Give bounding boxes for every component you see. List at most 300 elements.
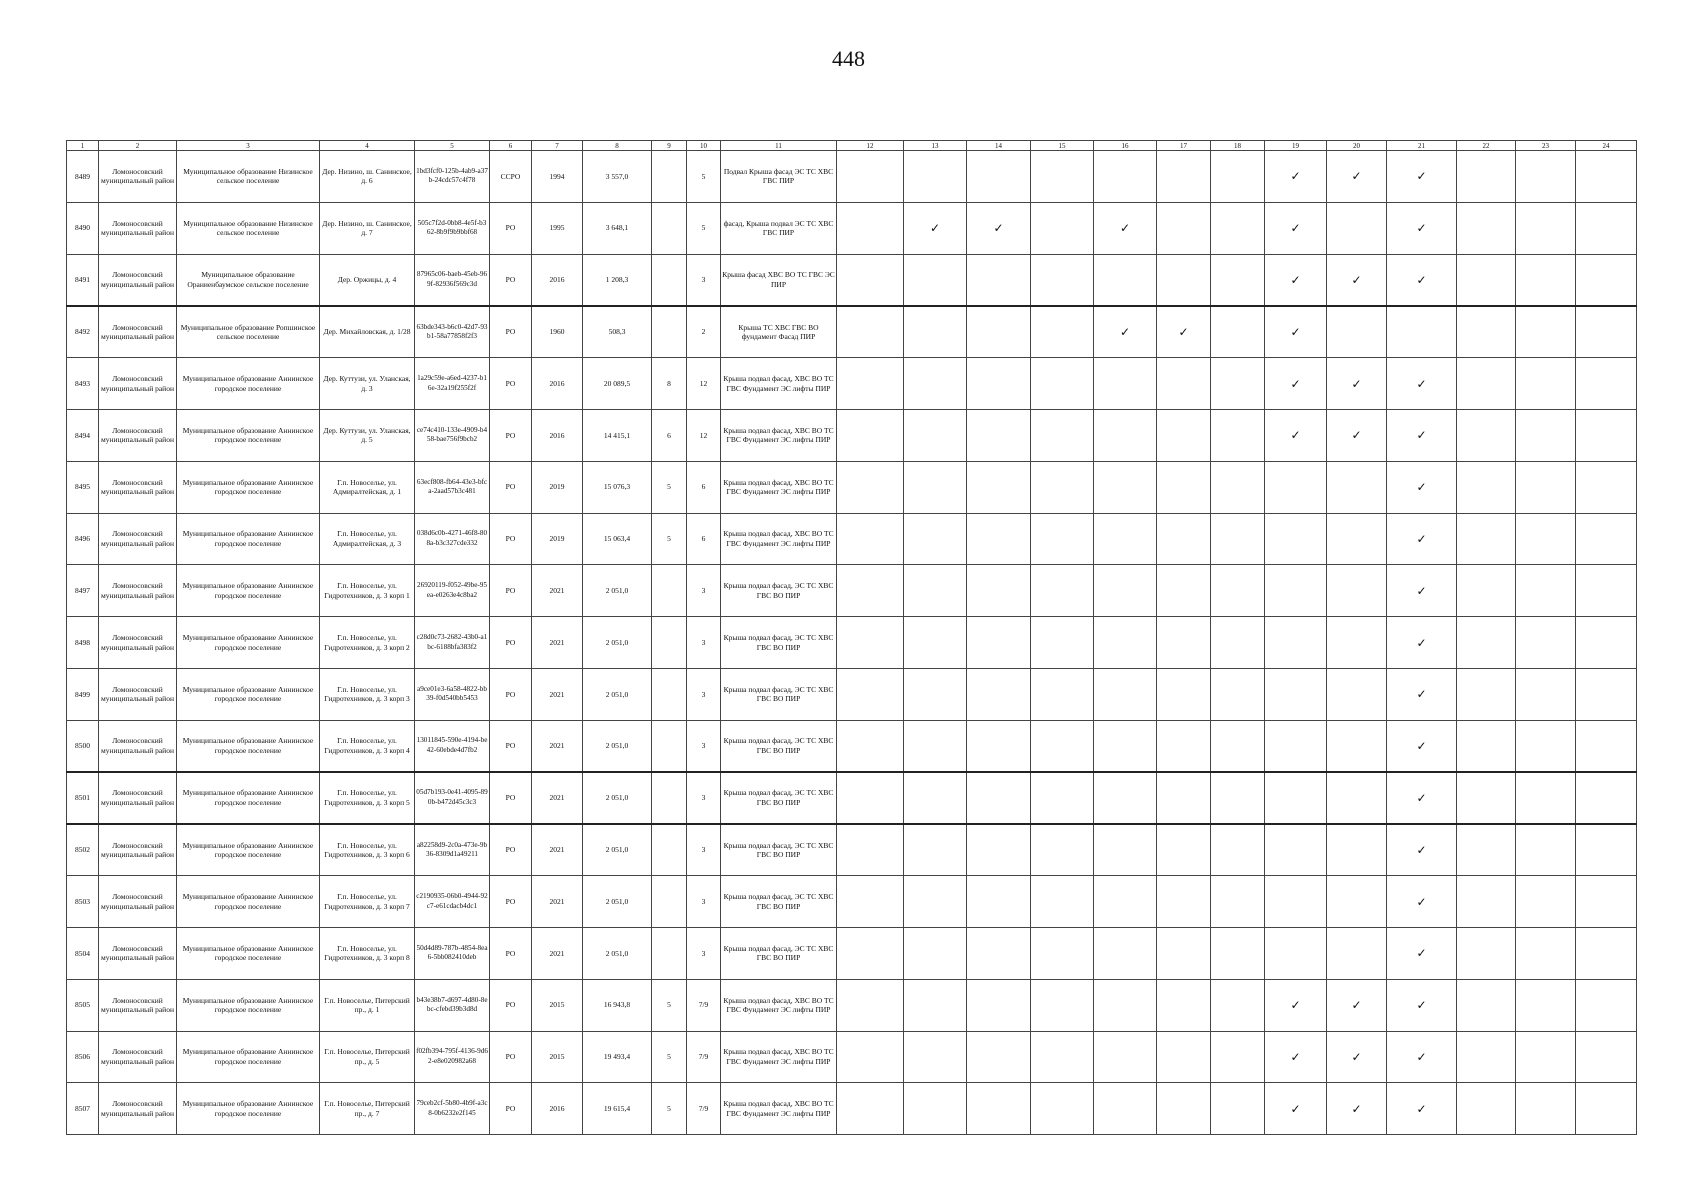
type-cell: РО bbox=[490, 876, 532, 928]
empty-cell bbox=[967, 151, 1031, 203]
column-header: 1 bbox=[67, 141, 99, 151]
col10-cell: 2 bbox=[687, 306, 721, 358]
empty-cell bbox=[1031, 254, 1094, 306]
empty-cell bbox=[1211, 668, 1265, 720]
col9-cell: 8 bbox=[652, 358, 687, 410]
empty-cell bbox=[1516, 668, 1576, 720]
check-mark-icon: ✓ bbox=[1387, 772, 1457, 824]
empty-cell bbox=[1327, 617, 1387, 669]
works-cell: Крыша ТС ХВС ГВС ВО фундамент Фасад ПИР bbox=[721, 306, 837, 358]
empty-cell bbox=[1031, 1031, 1094, 1083]
empty-cell bbox=[1576, 617, 1637, 669]
empty-cell bbox=[1157, 565, 1211, 617]
row-number: 8499 bbox=[67, 668, 99, 720]
works-cell: Подвал Крыша фасад ЭС ТС ХВС ГВС ПИР bbox=[721, 151, 837, 203]
check-mark-icon: ✓ bbox=[1387, 668, 1457, 720]
empty-cell bbox=[967, 617, 1031, 669]
column-header: 7 bbox=[532, 141, 583, 151]
empty-cell bbox=[1094, 358, 1157, 410]
empty-cell bbox=[1457, 876, 1516, 928]
empty-cell bbox=[1211, 979, 1265, 1031]
empty-cell bbox=[1516, 772, 1576, 824]
year-cell: 2019 bbox=[532, 461, 583, 513]
empty-cell bbox=[1516, 565, 1576, 617]
guid-cell: 038d6c0b-4271-46f8-808a-b3c327cde332 bbox=[415, 513, 490, 565]
column-header: 23 bbox=[1516, 141, 1576, 151]
check-mark-icon: ✓ bbox=[1327, 1083, 1387, 1135]
area-cell: 2 051,0 bbox=[583, 668, 652, 720]
row-number: 8496 bbox=[67, 513, 99, 565]
table-row bbox=[67, 979, 1637, 1031]
empty-cell bbox=[1457, 824, 1516, 876]
works-cell: Крыша подвал фасад, ХВС ВО ТС ГВС Фундамент ЭС лифты ПИР bbox=[721, 409, 837, 461]
empty-cell bbox=[1516, 927, 1576, 979]
col10-cell: 5 bbox=[687, 151, 721, 203]
table-row bbox=[67, 772, 1637, 824]
guid-cell: 63ecf808-fb64-43e3-bfca-2aad57b3c481 bbox=[415, 461, 490, 513]
table-row bbox=[67, 565, 1637, 617]
check-mark-icon: ✓ bbox=[1387, 1083, 1457, 1135]
column-header: 18 bbox=[1211, 141, 1265, 151]
empty-cell bbox=[904, 1083, 967, 1135]
empty-cell bbox=[1516, 876, 1576, 928]
empty-cell bbox=[1327, 202, 1387, 254]
row-number: 8495 bbox=[67, 461, 99, 513]
type-cell: РО bbox=[490, 668, 532, 720]
col9-cell bbox=[652, 876, 687, 928]
address-cell: Г.п. Новоселье, ул. Адмиралтейская, д. 1 bbox=[320, 461, 415, 513]
table-row bbox=[67, 668, 1637, 720]
empty-cell bbox=[967, 668, 1031, 720]
column-header: 20 bbox=[1327, 141, 1387, 151]
col10-cell: 12 bbox=[687, 409, 721, 461]
check-mark-icon: ✓ bbox=[1265, 254, 1327, 306]
empty-cell bbox=[1457, 151, 1516, 203]
guid-cell: 63bde343-b6c0-42d7-93b1-58a77858f2f3 bbox=[415, 306, 490, 358]
check-mark-icon: ✓ bbox=[1327, 1031, 1387, 1083]
empty-cell bbox=[1094, 409, 1157, 461]
empty-cell bbox=[967, 358, 1031, 410]
empty-cell bbox=[1157, 668, 1211, 720]
address-cell: Г.п. Новоселье, Питерский пр., д. 5 bbox=[320, 1031, 415, 1083]
address-cell: Дер. Куттузи, ул. Уланская, д. 5 bbox=[320, 409, 415, 461]
works-cell: Крыша подвал фасад, ХВС ВО ТС ГВС Фундамент ЭС лифты ПИР bbox=[721, 358, 837, 410]
area-cell: 15 076,3 bbox=[583, 461, 652, 513]
empty-cell bbox=[904, 824, 967, 876]
column-header: 24 bbox=[1576, 141, 1637, 151]
empty-cell bbox=[1576, 720, 1637, 772]
check-mark-icon: ✓ bbox=[1265, 979, 1327, 1031]
col9-cell bbox=[652, 824, 687, 876]
empty-cell bbox=[1457, 927, 1516, 979]
column-header: 15 bbox=[1031, 141, 1094, 151]
empty-cell bbox=[1457, 1083, 1516, 1135]
check-mark-icon: ✓ bbox=[904, 202, 967, 254]
row-number: 8506 bbox=[67, 1031, 99, 1083]
empty-cell bbox=[1157, 617, 1211, 669]
type-cell: РО bbox=[490, 202, 532, 254]
table-row bbox=[67, 927, 1637, 979]
area-cell: 3 648,1 bbox=[583, 202, 652, 254]
district-cell: Ломоносовский муниципальный район bbox=[99, 979, 177, 1031]
empty-cell bbox=[904, 720, 967, 772]
empty-cell bbox=[904, 409, 967, 461]
area-cell: 20 089,5 bbox=[583, 358, 652, 410]
empty-cell bbox=[1094, 1031, 1157, 1083]
check-mark-icon: ✓ bbox=[967, 202, 1031, 254]
empty-cell bbox=[837, 565, 904, 617]
empty-cell bbox=[1157, 772, 1211, 824]
check-mark-icon: ✓ bbox=[1387, 927, 1457, 979]
empty-cell bbox=[1211, 409, 1265, 461]
empty-cell bbox=[1457, 409, 1516, 461]
column-header: 11 bbox=[721, 141, 837, 151]
col10-cell: 6 bbox=[687, 513, 721, 565]
guid-cell: a9ce01e3-6a58-4822-bb39-f0d540bb5453 bbox=[415, 668, 490, 720]
check-mark-icon: ✓ bbox=[1265, 306, 1327, 358]
empty-cell bbox=[1516, 617, 1576, 669]
empty-cell bbox=[967, 461, 1031, 513]
col9-cell bbox=[652, 565, 687, 617]
empty-cell bbox=[1211, 306, 1265, 358]
empty-cell bbox=[837, 1031, 904, 1083]
check-mark-icon: ✓ bbox=[1265, 202, 1327, 254]
empty-cell bbox=[837, 772, 904, 824]
empty-cell bbox=[837, 306, 904, 358]
column-header: 2 bbox=[99, 141, 177, 151]
empty-cell bbox=[1211, 1031, 1265, 1083]
empty-cell bbox=[1327, 306, 1387, 358]
empty-cell bbox=[1094, 461, 1157, 513]
empty-cell bbox=[1031, 927, 1094, 979]
check-mark-icon: ✓ bbox=[1265, 1083, 1327, 1135]
empty-cell bbox=[1094, 617, 1157, 669]
check-mark-icon: ✓ bbox=[1387, 461, 1457, 513]
empty-cell bbox=[1157, 513, 1211, 565]
type-cell: РО bbox=[490, 306, 532, 358]
guid-cell: 05d7b193-0e41-4095-890b-b472d45c3c3 bbox=[415, 772, 490, 824]
empty-cell bbox=[904, 617, 967, 669]
type-cell: ССРО bbox=[490, 151, 532, 203]
check-mark-icon: ✓ bbox=[1387, 358, 1457, 410]
district-cell: Ломоносовский муниципальный район bbox=[99, 409, 177, 461]
district-cell: Ломоносовский муниципальный район bbox=[99, 772, 177, 824]
row-number: 8501 bbox=[67, 772, 99, 824]
year-cell: 2016 bbox=[532, 358, 583, 410]
check-mark-icon: ✓ bbox=[1265, 1031, 1327, 1083]
column-header: 10 bbox=[687, 141, 721, 151]
empty-cell bbox=[904, 979, 967, 1031]
empty-cell bbox=[967, 513, 1031, 565]
empty-cell bbox=[1516, 1031, 1576, 1083]
empty-cell bbox=[1211, 1083, 1265, 1135]
municipality-cell: Муниципальное образование Аннинское городское поселение bbox=[177, 772, 320, 824]
empty-cell bbox=[967, 772, 1031, 824]
col9-cell: 6 bbox=[652, 409, 687, 461]
empty-cell bbox=[1576, 1083, 1637, 1135]
check-mark-icon: ✓ bbox=[1387, 254, 1457, 306]
district-cell: Ломоносовский муниципальный район bbox=[99, 151, 177, 203]
row-number: 8494 bbox=[67, 409, 99, 461]
address-cell: Г.п. Новоселье, ул. Гидротехников, д. 3 корп 3 bbox=[320, 668, 415, 720]
works-cell: Крыша подвал фасад, ЭС ТС ХВС ГВС ВО ПИР bbox=[721, 824, 837, 876]
empty-cell bbox=[1576, 306, 1637, 358]
col10-cell: 5 bbox=[687, 202, 721, 254]
col10-cell: 3 bbox=[687, 668, 721, 720]
empty-cell bbox=[1265, 927, 1327, 979]
row-number: 8504 bbox=[67, 927, 99, 979]
row-number: 8490 bbox=[67, 202, 99, 254]
type-cell: РО bbox=[490, 824, 532, 876]
address-cell: Г.п. Новоселье, ул. Гидротехников, д. 3 корп 8 bbox=[320, 927, 415, 979]
column-header: 12 bbox=[837, 141, 904, 151]
empty-cell bbox=[837, 876, 904, 928]
header-row bbox=[67, 141, 1637, 151]
guid-cell: 505c7f2d-0bb8-4e5f-b362-8b9f9b9bbf68 bbox=[415, 202, 490, 254]
works-cell: Крыша подвал фасад, ХВС ВО ТС ГВС Фундамент ЭС лифты ПИР bbox=[721, 461, 837, 513]
check-mark-icon: ✓ bbox=[1387, 720, 1457, 772]
year-cell: 2021 bbox=[532, 876, 583, 928]
works-cell: Крыша подвал фасад, ЭС ТС ХВС ГВС ВО ПИР bbox=[721, 565, 837, 617]
year-cell: 2021 bbox=[532, 772, 583, 824]
municipality-cell: Муниципальное образование Ораниенбаумское сельское поселение bbox=[177, 254, 320, 306]
guid-cell: b43e38b7-d697-4d80-8ebc-cfebd39b3d8d bbox=[415, 979, 490, 1031]
check-mark-icon: ✓ bbox=[1387, 565, 1457, 617]
row-number: 8502 bbox=[67, 824, 99, 876]
empty-cell bbox=[1031, 151, 1094, 203]
empty-cell bbox=[904, 306, 967, 358]
guid-cell: a82258d9-2c0a-473e-9b36-8309d1a49211 bbox=[415, 824, 490, 876]
empty-cell bbox=[967, 979, 1031, 1031]
empty-cell bbox=[1327, 513, 1387, 565]
col10-cell: 7/9 bbox=[687, 1031, 721, 1083]
row-number: 8497 bbox=[67, 565, 99, 617]
works-cell: Крыша подвал фасад, ЭС ТС ХВС ГВС ВО ПИР bbox=[721, 617, 837, 669]
empty-cell bbox=[1094, 1083, 1157, 1135]
empty-cell bbox=[1457, 668, 1516, 720]
row-number: 8491 bbox=[67, 254, 99, 306]
table-row bbox=[67, 254, 1637, 306]
area-cell: 2 051,0 bbox=[583, 772, 652, 824]
empty-cell bbox=[1516, 513, 1576, 565]
empty-cell bbox=[1457, 979, 1516, 1031]
empty-cell bbox=[837, 617, 904, 669]
check-mark-icon: ✓ bbox=[1327, 358, 1387, 410]
empty-cell bbox=[837, 668, 904, 720]
empty-cell bbox=[1094, 876, 1157, 928]
year-cell: 2015 bbox=[532, 979, 583, 1031]
address-cell: Дер. Низино, ш. Санинское, д. 7 bbox=[320, 202, 415, 254]
column-header: 3 bbox=[177, 141, 320, 151]
area-cell: 1 208,3 bbox=[583, 254, 652, 306]
empty-cell bbox=[1031, 1083, 1094, 1135]
works-cell: Крыша фасад ХВС ВО ТС ГВС ЭС ПИР bbox=[721, 254, 837, 306]
check-mark-icon: ✓ bbox=[1387, 202, 1457, 254]
year-cell: 2021 bbox=[532, 824, 583, 876]
empty-cell bbox=[1211, 720, 1265, 772]
empty-cell bbox=[1516, 358, 1576, 410]
empty-cell bbox=[967, 720, 1031, 772]
address-cell: Г.п. Новоселье, Питерский пр., д. 7 bbox=[320, 1083, 415, 1135]
works-cell: Крыша подвал фасад, ЭС ТС ХВС ГВС ВО ПИР bbox=[721, 668, 837, 720]
empty-cell bbox=[1211, 461, 1265, 513]
guid-cell: ce74c410-133e-4909-b458-bae756f9bcb2 bbox=[415, 409, 490, 461]
address-cell: Г.п. Новоселье, ул. Гидротехников, д. 3 корп 5 bbox=[320, 772, 415, 824]
empty-cell bbox=[837, 409, 904, 461]
empty-cell bbox=[1457, 461, 1516, 513]
col9-cell bbox=[652, 202, 687, 254]
empty-cell bbox=[967, 1031, 1031, 1083]
table-header bbox=[67, 141, 1637, 151]
type-cell: РО bbox=[490, 772, 532, 824]
col10-cell: 3 bbox=[687, 254, 721, 306]
municipality-cell: Муниципальное образование Аннинское городское поселение bbox=[177, 668, 320, 720]
empty-cell bbox=[837, 151, 904, 203]
empty-cell bbox=[1327, 824, 1387, 876]
empty-cell bbox=[967, 927, 1031, 979]
year-cell: 2016 bbox=[532, 254, 583, 306]
empty-cell bbox=[1576, 979, 1637, 1031]
empty-cell bbox=[1157, 254, 1211, 306]
empty-cell bbox=[837, 461, 904, 513]
empty-cell bbox=[1211, 358, 1265, 410]
empty-cell bbox=[967, 565, 1031, 617]
address-cell: Г.п. Новоселье, ул. Гидротехников, д. 3 корп 2 bbox=[320, 617, 415, 669]
col9-cell bbox=[652, 772, 687, 824]
empty-cell bbox=[1457, 720, 1516, 772]
empty-cell bbox=[1576, 772, 1637, 824]
address-cell: Г.п. Новоселье, ул. Гидротехников, д. 3 корп 4 bbox=[320, 720, 415, 772]
year-cell: 2021 bbox=[532, 927, 583, 979]
col9-cell: 5 bbox=[652, 1031, 687, 1083]
row-number: 8503 bbox=[67, 876, 99, 928]
guid-cell: 1bd3fcf0-125b-4ab9-a37b-24cdc57c4f78 bbox=[415, 151, 490, 203]
empty-cell bbox=[1516, 824, 1576, 876]
municipality-cell: Муниципальное образование Аннинское городское поселение bbox=[177, 409, 320, 461]
empty-cell bbox=[1576, 358, 1637, 410]
check-mark-icon: ✓ bbox=[1387, 513, 1457, 565]
empty-cell bbox=[1457, 772, 1516, 824]
empty-cell bbox=[904, 565, 967, 617]
col9-cell: 5 bbox=[652, 1083, 687, 1135]
empty-cell bbox=[837, 1083, 904, 1135]
col10-cell: 3 bbox=[687, 824, 721, 876]
empty-cell bbox=[1516, 202, 1576, 254]
guid-cell: 79ceb2cf-5b80-4b9f-a3c8-0b6232e2f145 bbox=[415, 1083, 490, 1135]
empty-cell bbox=[1031, 617, 1094, 669]
empty-cell bbox=[1265, 461, 1327, 513]
empty-cell bbox=[1157, 409, 1211, 461]
empty-cell bbox=[837, 927, 904, 979]
type-cell: РО bbox=[490, 617, 532, 669]
municipality-cell: Муниципальное образование Аннинское городское поселение bbox=[177, 513, 320, 565]
year-cell: 2021 bbox=[532, 565, 583, 617]
empty-cell bbox=[1157, 927, 1211, 979]
row-number: 8493 bbox=[67, 358, 99, 410]
works-cell: фасад, Крыша подвал ЭС ТС ХВС ГВС ПИР bbox=[721, 202, 837, 254]
empty-cell bbox=[1265, 513, 1327, 565]
empty-cell bbox=[967, 824, 1031, 876]
address-cell: Г.п. Новоселье, Питерский пр., д. 1 bbox=[320, 979, 415, 1031]
empty-cell bbox=[1516, 151, 1576, 203]
guid-cell: 87965c06-baeb-45eb-969f-82936f569c3d bbox=[415, 254, 490, 306]
district-cell: Ломоносовский муниципальный район bbox=[99, 306, 177, 358]
col9-cell bbox=[652, 720, 687, 772]
empty-cell bbox=[1265, 617, 1327, 669]
guid-cell: c2190935-06b0-4944-92c7-e61cdacb4dc1 bbox=[415, 876, 490, 928]
check-mark-icon: ✓ bbox=[1265, 409, 1327, 461]
table-row bbox=[67, 202, 1637, 254]
area-cell: 19 493,4 bbox=[583, 1031, 652, 1083]
empty-cell bbox=[837, 202, 904, 254]
district-cell: Ломоносовский муниципальный район bbox=[99, 927, 177, 979]
empty-cell bbox=[1157, 876, 1211, 928]
empty-cell bbox=[1576, 254, 1637, 306]
empty-cell bbox=[1031, 876, 1094, 928]
municipality-cell: Муниципальное образование Аннинское городское поселение bbox=[177, 461, 320, 513]
column-header: 17 bbox=[1157, 141, 1211, 151]
municipality-cell: Муниципальное образование Аннинское городское поселение bbox=[177, 617, 320, 669]
page-number: 448 bbox=[832, 46, 865, 71]
empty-cell bbox=[904, 927, 967, 979]
table-row bbox=[67, 1031, 1637, 1083]
works-cell: Крыша подвал фасад, ЭС ТС ХВС ГВС ВО ПИР bbox=[721, 927, 837, 979]
col10-cell: 3 bbox=[687, 720, 721, 772]
address-cell: Дер. Куттузи, ул. Уланская, д. 3 bbox=[320, 358, 415, 410]
district-cell: Ломоносовский муниципальный район bbox=[99, 824, 177, 876]
empty-cell bbox=[967, 1083, 1031, 1135]
empty-cell bbox=[837, 720, 904, 772]
type-cell: РО bbox=[490, 565, 532, 617]
area-cell: 2 051,0 bbox=[583, 824, 652, 876]
empty-cell bbox=[1094, 513, 1157, 565]
empty-cell bbox=[837, 254, 904, 306]
check-mark-icon: ✓ bbox=[1327, 409, 1387, 461]
empty-cell bbox=[1576, 927, 1637, 979]
district-cell: Ломоносовский муниципальный район bbox=[99, 565, 177, 617]
district-cell: Ломоносовский муниципальный район bbox=[99, 254, 177, 306]
empty-cell bbox=[1327, 876, 1387, 928]
empty-cell bbox=[967, 306, 1031, 358]
col9-cell: 5 bbox=[652, 979, 687, 1031]
municipality-cell: Муниципальное образование Аннинское городское поселение bbox=[177, 824, 320, 876]
check-mark-icon: ✓ bbox=[1094, 202, 1157, 254]
address-cell: Дер. Михайловская, д. 1/28 bbox=[320, 306, 415, 358]
municipality-cell: Муниципальное образование Аннинское городское поселение bbox=[177, 979, 320, 1031]
year-cell: 2015 bbox=[532, 1031, 583, 1083]
year-cell: 2021 bbox=[532, 617, 583, 669]
row-number: 8500 bbox=[67, 720, 99, 772]
empty-cell bbox=[1265, 824, 1327, 876]
empty-cell bbox=[1576, 668, 1637, 720]
empty-cell bbox=[1211, 617, 1265, 669]
type-cell: РО bbox=[490, 1083, 532, 1135]
works-cell: Крыша подвал фасад, ХВС ВО ТС ГВС Фундамент ЭС лифты ПИР bbox=[721, 513, 837, 565]
empty-cell bbox=[837, 513, 904, 565]
empty-cell bbox=[1327, 565, 1387, 617]
empty-cell bbox=[1094, 979, 1157, 1031]
table-row bbox=[67, 409, 1637, 461]
type-cell: РО bbox=[490, 513, 532, 565]
empty-cell bbox=[1031, 772, 1094, 824]
year-cell: 1960 bbox=[532, 306, 583, 358]
district-cell: Ломоносовский муниципальный район bbox=[99, 1031, 177, 1083]
municipality-cell: Муниципальное образование Аннинское городское поселение bbox=[177, 565, 320, 617]
empty-cell bbox=[1031, 668, 1094, 720]
year-cell: 2021 bbox=[532, 668, 583, 720]
row-number: 8489 bbox=[67, 151, 99, 203]
empty-cell bbox=[1211, 254, 1265, 306]
